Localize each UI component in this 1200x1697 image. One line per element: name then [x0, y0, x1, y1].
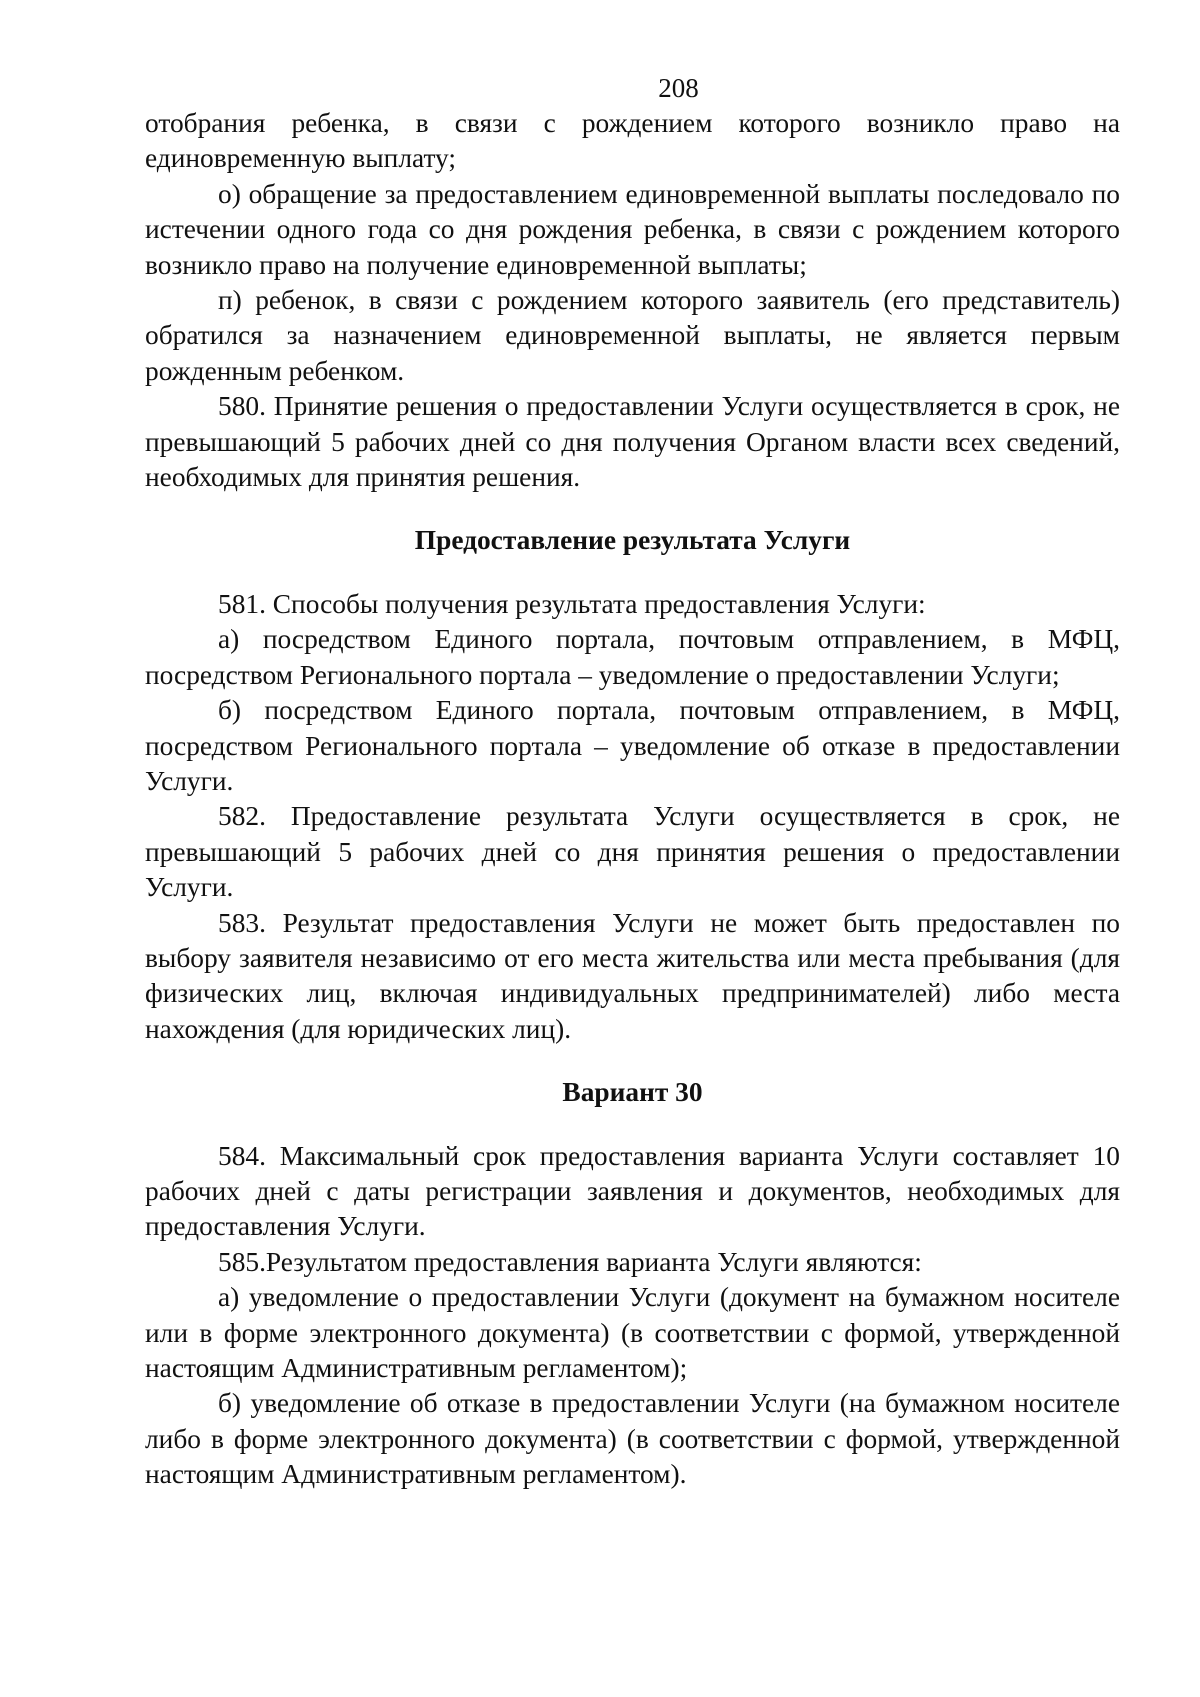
paragraphs-middle — [145, 587, 1120, 1047]
paragraph: отобрания ребенка, в связи с рождением которого возникло право на единовременную выплату; — [145, 108, 1120, 174]
paragraphs-top — [145, 106, 1120, 495]
paragraph-582: 582. Предоставление результата Услуги осуществляется в срок, не превышающий 5 рабочих дней со дня принятия решения о предоставлении Услуги. — [145, 801, 1120, 903]
paragraph-581: 581. Способы получения результата предоставления Услуги: — [218, 588, 926, 619]
paragraph-580: 580. Принятие решения о предоставлении Услуги осуществляется в срок, не превышающий 5 рабочих дней со дня получения Органом власти всех сведений, необходимых для принятия решения. — [145, 391, 1120, 493]
paragraph-585-b: б) уведомление об отказе в предоставлении Услуги (на бумажном носителе либо в форме электронного документа) (в соответствии с формой, утвержденной настоящим Административным регламентом). — [145, 1388, 1120, 1490]
paragraph-583: 583. Результат предоставления Услуги не может быть предоставлен по выбору заявителя независимо от его места жительства или места пребывания (для физических лиц, включая индивидуальных предпринимателей) либо места нахождения (для юридических лиц). — [145, 907, 1120, 1044]
section-heading-result: Предоставление результата Услуги — [414, 525, 851, 556]
section-heading-variant: Вариант 30 — [562, 1077, 703, 1108]
paragraph-585: 585.Результатом предоставления варианта Услуги являются: — [218, 1246, 922, 1277]
paragraph-581-b: б) посредством Единого портала, почтовым отправлением, в МФЦ, посредством Регионального портала – уведомление об отказе в предоставлении Услуги. — [145, 695, 1120, 796]
paragraph-581-a: а) посредством Единого портала, почтовым отправлением, в МФЦ, посредством Регионального портала – уведомление о предоставлении Услуги; — [145, 624, 1120, 690]
paragraph-585-a: а) уведомление о предоставлении Услуги (документ на бумажном носителе или в форме электронного документа) (в соответствии с формой, утвержденной настоящим Административным регламентом); — [145, 1282, 1120, 1383]
page-number: 208 — [658, 73, 699, 103]
paragraph-item-p: п) ребенок, в связи с рождением которого заявитель (его представитель) обратился за назначением единовременной выплаты, не является первым рожденным ребенком. — [145, 285, 1120, 386]
paragraph-item-o: о) обращение за предоставлением единовременной выплаты последовало по истечении одного года со дня рождения ребенка, в связи с рождением которого возникло право на получение единовременной выплаты; — [145, 178, 1120, 280]
paragraph-584: 584. Максимальный срок предоставления варианта Услуги составляет 10 рабочих дней с даты регистрации заявления и документов, необходимых для предоставления Услуги. — [145, 1140, 1120, 1242]
document-page — [145, 70, 1120, 1493]
paragraphs-bottom — [145, 1139, 1120, 1493]
